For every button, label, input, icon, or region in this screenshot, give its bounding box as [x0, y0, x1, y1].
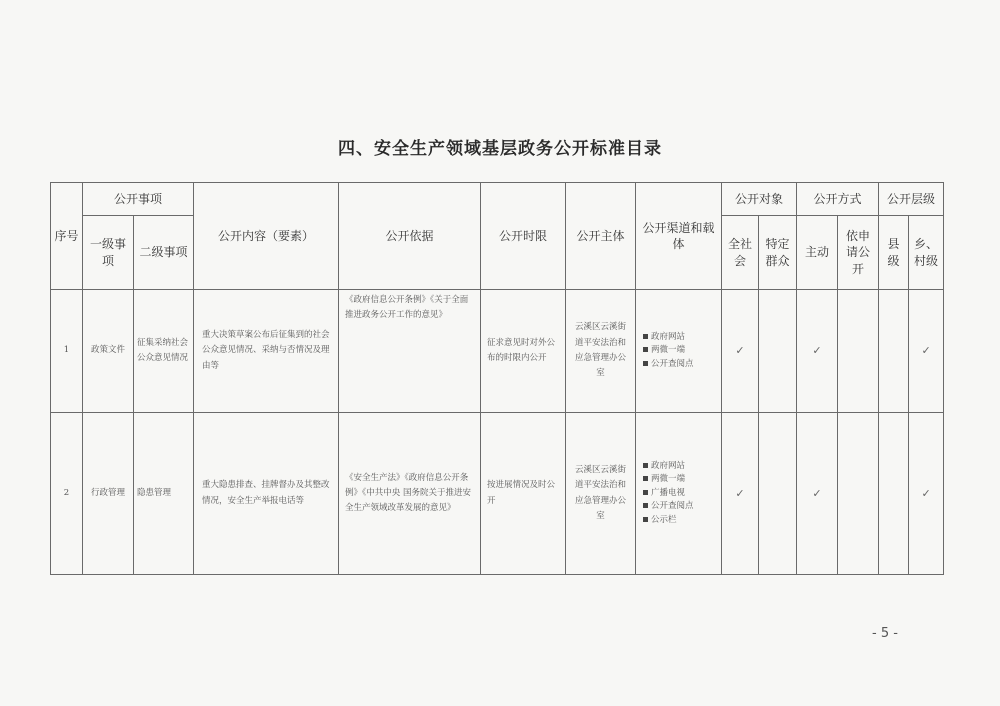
row-level1: 政策文件	[83, 290, 134, 413]
row-content: 重大决策草案公布后征集到的社会公众意见情况、采纳与否情况及理由等	[194, 290, 339, 413]
row-active: ✓	[797, 290, 838, 413]
header-content: 公开内容（要素）	[194, 183, 339, 290]
row-content: 重大隐患排查、挂牌督办及其整改情况，安全生产举报电话等	[194, 413, 339, 575]
channel-item: 两微一端	[643, 344, 718, 358]
page-number: - 5 -	[872, 626, 898, 641]
header-level1: 一级事项	[83, 216, 134, 290]
row-township: ✓	[909, 290, 944, 413]
row-specific-groups	[759, 290, 797, 413]
row-township: ✓	[909, 413, 944, 575]
channel-list	[639, 331, 718, 372]
header-method-group: 公开方式	[797, 183, 879, 216]
header-subject: 公开主体	[566, 183, 636, 290]
row-county	[879, 290, 909, 413]
table-row	[51, 290, 944, 413]
page-title: 四、安全生产领域基层政务公开标准目录	[338, 139, 662, 159]
channel-list	[639, 460, 718, 528]
row-time-limit: 征求意见时对外公布的时限内公开	[481, 290, 566, 413]
row-level2: 隐患管理	[134, 413, 194, 575]
channel-item: 政府网站	[643, 460, 718, 474]
catalog-table	[50, 182, 944, 575]
row-seq: 2	[51, 413, 83, 575]
header-on-request: 依申请公开	[838, 216, 879, 290]
row-seq: 1	[51, 290, 83, 413]
header-level2: 二级事项	[134, 216, 194, 290]
row-specific-groups	[759, 413, 797, 575]
header-channels: 公开渠道和载体	[636, 183, 722, 290]
header-level-group: 公开层级	[879, 183, 944, 216]
row-whole-society: ✓	[722, 290, 759, 413]
row-on-request	[838, 413, 879, 575]
channel-item: 两微一端	[643, 473, 718, 487]
header-items-group: 公开事项	[83, 183, 194, 216]
row-active: ✓	[797, 413, 838, 575]
channel-item: 政府网站	[643, 331, 718, 345]
row-level2: 征集采纳社会公众意见情况	[134, 290, 194, 413]
row-on-request	[838, 290, 879, 413]
row-channels	[636, 413, 722, 575]
channel-item: 公示栏	[643, 514, 718, 528]
header-township: 乡、村级	[909, 216, 944, 290]
header-time-limit: 公开时限	[481, 183, 566, 290]
header-basis: 公开依据	[339, 183, 481, 290]
header-audience-group: 公开对象	[722, 183, 797, 216]
header-seq: 序号	[51, 183, 83, 290]
header-active: 主动	[797, 216, 838, 290]
row-subject: 云溪区云溪街道平安法治和应急管理办公室	[566, 413, 636, 575]
row-basis: 《安全生产法》《政府信息公开条例》《中共中央 国务院关于推进安全生产领域改革发展的意见》	[339, 413, 481, 575]
channel-item: 公开查阅点	[643, 358, 718, 372]
row-county	[879, 413, 909, 575]
row-whole-society: ✓	[722, 413, 759, 575]
row-channels	[636, 290, 722, 413]
header-specific-groups: 特定群众	[759, 216, 797, 290]
header-county: 县级	[879, 216, 909, 290]
table-row	[51, 413, 944, 575]
channel-item: 广播电视	[643, 487, 718, 501]
row-level1: 行政管理	[83, 413, 134, 575]
row-basis: 《政府信息公开条例》《关于全面推进政务公开工作的意见》	[339, 290, 481, 413]
row-subject: 云溪区云溪街道平安法治和应急管理办公室	[566, 290, 636, 413]
header-whole-society: 全社会	[722, 216, 759, 290]
row-time-limit: 按进展情况及时公开	[481, 413, 566, 575]
channel-item: 公开查阅点	[643, 500, 718, 514]
